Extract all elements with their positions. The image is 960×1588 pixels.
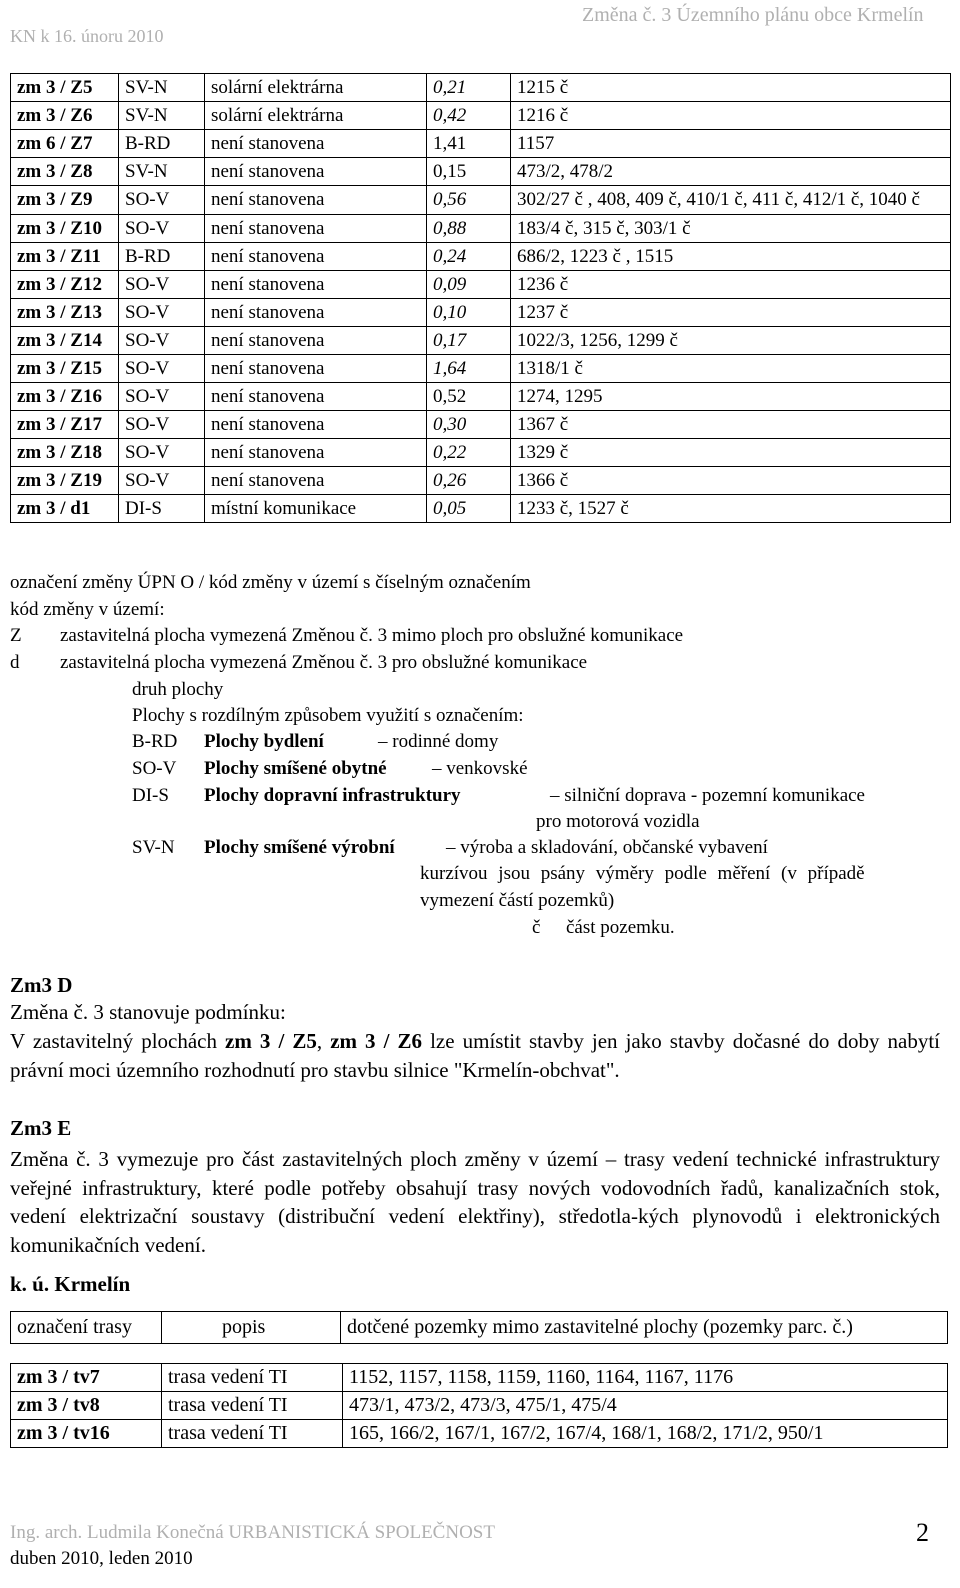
legend-code: B-RD xyxy=(132,731,178,752)
zone-code: zm 3 / Z19 xyxy=(11,467,119,495)
zone-row xyxy=(11,74,951,102)
legend-code: SV-N xyxy=(132,837,175,858)
zone-area: 0,52 xyxy=(427,383,511,411)
zone-row xyxy=(11,383,951,411)
header-right: Změna č. 3 Územního plánu obce Krmelín xyxy=(582,4,924,26)
route-code: zm 3 / tv7 xyxy=(11,1364,162,1392)
zone-use: není stanovena xyxy=(205,215,427,243)
zone-use: není stanovena xyxy=(205,355,427,383)
zone-use: není stanovena xyxy=(205,439,427,467)
zone-type: SO-V xyxy=(119,186,205,215)
zone-area: 0,15 xyxy=(427,158,511,186)
routes-header-desc: popis xyxy=(162,1312,341,1344)
zone-code: zm 3 / Z13 xyxy=(11,299,119,327)
legend-desc: – rodinné domy xyxy=(378,731,499,752)
zone-row xyxy=(11,186,951,215)
legend-desc: pro motorová vozidla xyxy=(536,811,700,832)
zone-area: 0,21 xyxy=(427,74,511,102)
zone-code: zm 3 / Z8 xyxy=(11,158,119,186)
page-number: 2 xyxy=(916,1518,929,1547)
zone-type: SO-V xyxy=(119,411,205,439)
zone-parcels: 183/4 č, 315 č, 303/1 č xyxy=(511,215,951,243)
footer-author: Ing. arch. Ludmila Konečná URBANISTICKÁ SPOLEČNOST xyxy=(10,1522,495,1543)
section-subtitle-zm3d: Změna č. 3 stanovuje podmínku: xyxy=(10,1000,286,1024)
zone-row xyxy=(11,243,951,271)
cadastral-area-title: k. ú. Krmelín xyxy=(10,1272,131,1296)
zone-area: 0,09 xyxy=(427,271,511,299)
zm3d-zone-ref: zm 3 / Z5 xyxy=(225,1029,317,1053)
zone-code: zm 3 / Z14 xyxy=(11,327,119,355)
legend-code: DI-S xyxy=(132,785,169,806)
zone-type: SO-V xyxy=(119,215,205,243)
zone-parcels: 1274, 1295 xyxy=(511,383,951,411)
zone-area: 0,10 xyxy=(427,299,511,327)
legend-line: vymezení částí pozemků) xyxy=(420,890,615,911)
zone-use: místní komunikace xyxy=(205,495,427,523)
zone-type: SO-V xyxy=(119,439,205,467)
zone-use: solární elektrárna xyxy=(205,74,427,102)
zone-parcels: 1233 č, 1527 č xyxy=(511,495,951,523)
zone-area: 0,88 xyxy=(427,215,511,243)
zone-parcels: 1022/3, 1256, 1299 č xyxy=(511,327,951,355)
zone-type: SV-N xyxy=(119,158,205,186)
zone-area: 0,56 xyxy=(427,186,511,215)
zone-row xyxy=(11,439,951,467)
zone-use: není stanovena xyxy=(205,327,427,355)
zm3d-text: V zastavitelný plochách xyxy=(10,1029,226,1053)
zone-use: není stanovena xyxy=(205,411,427,439)
legend-key: č xyxy=(532,917,541,938)
route-parcels: 165, 166/2, 167/1, 167/2, 167/4, 168/1, 168/2, 171/2, 950/1 xyxy=(343,1420,948,1448)
zone-row xyxy=(11,495,951,523)
zone-area: 0,05 xyxy=(427,495,511,523)
zone-type: SO-V xyxy=(119,327,205,355)
zone-area: 0,30 xyxy=(427,411,511,439)
legend-key: d xyxy=(10,652,20,673)
routes-header-parcels: dotčené pozemky mimo zastavitelné plochy (pozemky parc. č.) xyxy=(341,1312,948,1344)
zm3e-paragraph: Změna č. 3 vymezuje pro část zastavitelných ploch změny v území – trasy vedení technické infrastruktury veřejné infrastruktury, které podle potřeby obsahují trasy nových vodovodních řadů, kanalizačních stok, vedení elektrizační soustavy (distribuční vedení elektřiny), středotla-kých plynovodů i elektronických komunikačních vedení. xyxy=(10,1147,940,1257)
legend-line: kurzívou jsou psány výměry podle měření (v případě xyxy=(420,863,865,884)
zone-parcels: 1329 č xyxy=(511,439,951,467)
legend-name: Plochy smíšené výrobní xyxy=(204,837,395,858)
route-parcels: 1152, 1157, 1158, 1159, 1160, 1164, 1167, 1176 xyxy=(343,1364,948,1392)
zone-area: 1,64 xyxy=(427,355,511,383)
zone-area: 0,17 xyxy=(427,327,511,355)
zone-code: zm 6 / Z7 xyxy=(11,130,119,158)
route-parcels: 473/1, 473/2, 473/3, 475/1, 475/4 xyxy=(343,1392,948,1420)
zone-code: zm 3 / d1 xyxy=(11,495,119,523)
route-desc: trasa vedení TI xyxy=(162,1364,343,1392)
routes-table xyxy=(10,1363,948,1448)
zone-parcels: 473/2, 478/2 xyxy=(511,158,951,186)
legend-desc: – výroba a skladování, občanské vybavení xyxy=(446,837,768,858)
zone-parcels: 1237 č xyxy=(511,299,951,327)
zone-code: zm 3 / Z16 xyxy=(11,383,119,411)
zone-row xyxy=(11,215,951,243)
legend-key: Z xyxy=(10,625,22,646)
route-row xyxy=(11,1364,948,1392)
zone-code: zm 3 / Z10 xyxy=(11,215,119,243)
header-left: KN k 16. únoru 2010 xyxy=(10,26,164,46)
route-code: zm 3 / tv8 xyxy=(11,1392,162,1420)
zone-type: B-RD xyxy=(119,243,205,271)
zone-parcels: 1367 č xyxy=(511,411,951,439)
zm3d-text: lze umístit stavby jen jako stavby dočasné do doby nabytí právní moci územního rozhodnutí pro stavbu silnice "Krmelín-obchvat". xyxy=(10,1029,940,1082)
zone-use: není stanovena xyxy=(205,271,427,299)
section-title-zm3e: Zm3 E xyxy=(10,1116,72,1140)
legend-text: zastavitelná plocha vymezená Změnou č. 3 mimo ploch pro obslužné komunikace xyxy=(60,625,684,646)
route-row xyxy=(11,1420,948,1448)
zone-row xyxy=(11,158,951,186)
routes-header-code: označení trasy xyxy=(11,1312,162,1344)
zone-area: 0,24 xyxy=(427,243,511,271)
legend-desc: – venkovské xyxy=(432,758,528,779)
zone-row xyxy=(11,271,951,299)
zone-parcels: 686/2, 1223 č , 1515 xyxy=(511,243,951,271)
zone-type: SO-V xyxy=(119,383,205,411)
legend-text: část pozemku. xyxy=(566,917,675,938)
zone-parcels: 1366 č xyxy=(511,467,951,495)
zone-type: SV-N xyxy=(119,102,205,130)
zone-code: zm 3 / Z17 xyxy=(11,411,119,439)
zone-parcels: 1236 č xyxy=(511,271,951,299)
zone-use: není stanovena xyxy=(205,383,427,411)
zones-table xyxy=(10,73,951,523)
legend-code: SO-V xyxy=(132,758,177,779)
zone-code: zm 3 / Z11 xyxy=(11,243,119,271)
zone-row xyxy=(11,327,951,355)
zone-use: není stanovena xyxy=(205,299,427,327)
legend-line: druh plochy xyxy=(132,679,224,700)
zone-parcels: 1216 č xyxy=(511,102,951,130)
legend-line: Plochy s rozdílným způsobem využití s označením: xyxy=(132,705,524,726)
zone-row xyxy=(11,355,951,383)
zone-type: SV-N xyxy=(119,74,205,102)
zone-area: 1,41 xyxy=(427,130,511,158)
zone-code: zm 3 / Z6 xyxy=(11,102,119,130)
zone-use: není stanovena xyxy=(205,158,427,186)
legend-line: kód změny v území: xyxy=(10,599,165,620)
zone-use: není stanovena xyxy=(205,130,427,158)
zone-row xyxy=(11,411,951,439)
route-row xyxy=(11,1392,948,1420)
route-desc: trasa vedení TI xyxy=(162,1392,343,1420)
zone-row xyxy=(11,130,951,158)
zone-code: zm 3 / Z18 xyxy=(11,439,119,467)
zm3d-zone-ref: zm 3 / Z6 xyxy=(330,1029,423,1053)
legend-name: Plochy dopravní infrastruktury xyxy=(204,785,461,806)
legend-text: zastavitelná plocha vymezená Změnou č. 3 pro obslužné komunikace xyxy=(60,652,588,673)
zone-code: zm 3 / Z12 xyxy=(11,271,119,299)
legend-line: označení změny ÚPN O / kód změny v území s číselným označením xyxy=(10,572,531,593)
legend-name: Plochy bydlení xyxy=(204,731,324,752)
zone-use: solární elektrárna xyxy=(205,102,427,130)
zone-type: SO-V xyxy=(119,299,205,327)
route-code: zm 3 / tv16 xyxy=(11,1420,162,1448)
zone-code: zm 3 / Z9 xyxy=(11,186,119,215)
zone-row xyxy=(11,102,951,130)
zone-type: B-RD xyxy=(119,130,205,158)
zone-row xyxy=(11,467,951,495)
zone-code: zm 3 / Z15 xyxy=(11,355,119,383)
zone-code: zm 3 / Z5 xyxy=(11,74,119,102)
legend-name: Plochy smíšené obytné xyxy=(204,758,387,779)
zone-parcels: 1318/1 č xyxy=(511,355,951,383)
section-title-zm3d: Zm3 D xyxy=(10,973,73,997)
zone-area: 0,22 xyxy=(427,439,511,467)
zone-type: SO-V xyxy=(119,355,205,383)
zone-type: DI-S xyxy=(119,495,205,523)
zone-type: SO-V xyxy=(119,271,205,299)
zm3d-paragraph xyxy=(10,1027,940,1084)
zone-use: není stanovena xyxy=(205,243,427,271)
zone-row xyxy=(11,299,951,327)
zone-area: 0,42 xyxy=(427,102,511,130)
footer-date: duben 2010, leden 2010 xyxy=(10,1548,193,1569)
zone-type: SO-V xyxy=(119,467,205,495)
legend-desc: – silniční doprava - pozemní komunikace xyxy=(550,785,865,806)
zone-parcels: 302/27 č , 408, 409 č, 410/1 č, 411 č, 412/1 č, 1040 č xyxy=(511,186,951,215)
route-desc: trasa vedení TI xyxy=(162,1420,343,1448)
routes-header-table xyxy=(10,1311,948,1344)
zm3d-text: , xyxy=(316,1029,331,1053)
zone-parcels: 1157 xyxy=(511,130,951,158)
zone-parcels: 1215 č xyxy=(511,74,951,102)
zone-area: 0,26 xyxy=(427,467,511,495)
zone-use: není stanovena xyxy=(205,467,427,495)
zone-use: není stanovena xyxy=(205,186,427,215)
